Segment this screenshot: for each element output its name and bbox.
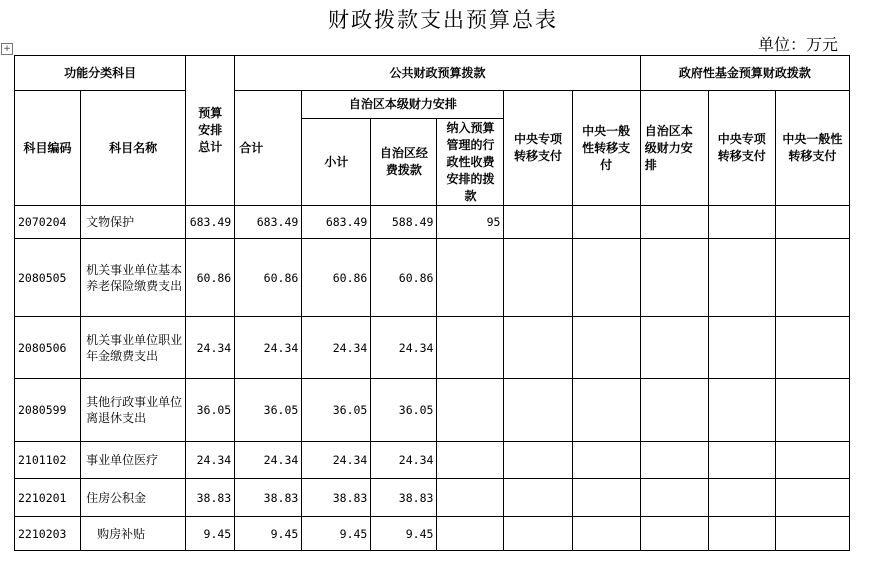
row-auto-funds: 9.45 — [371, 517, 437, 551]
row-admin-fees: 95 — [437, 206, 504, 239]
row-code: 2101102 — [15, 442, 81, 479]
row-admin-fees — [437, 479, 504, 517]
row-total: 24.34 — [186, 317, 235, 379]
row-admin-fees — [437, 317, 504, 379]
row-name: 机关事业单位职业年金缴费支出 — [81, 317, 186, 379]
budget-table — [14, 55, 850, 551]
row-auto-funds: 36.05 — [371, 379, 437, 442]
table-row — [15, 379, 850, 442]
header-code: 科目编码 — [15, 91, 81, 206]
header-central-general: 中央一般性转移支付 — [572, 91, 640, 206]
row-total: 24.34 — [186, 442, 235, 479]
row-name: 住房公积金 — [81, 479, 186, 517]
row-code: 2080599 — [15, 379, 81, 442]
row-admin-fees — [437, 442, 504, 479]
unit-label: 单位：万元 — [757, 35, 838, 54]
row-sum: 683.49 — [235, 206, 302, 239]
header-func-class: 功能分类科目 — [15, 56, 186, 91]
row-code: 2210201 — [15, 479, 81, 517]
row-subtotal: 24.34 — [302, 442, 371, 479]
header-sum: 合计 — [235, 91, 302, 206]
header-gf-central-general: 中央一般性转移支付 — [775, 91, 849, 206]
header-gf-central-special: 中央专项转移支付 — [708, 91, 775, 206]
row-name: 文物保护 — [81, 206, 186, 239]
header-gov-fund: 政府性基金预算财政拨款 — [640, 56, 849, 91]
row-subtotal: 60.86 — [302, 239, 371, 317]
row-auto-funds: 24.34 — [371, 442, 437, 479]
header-central-special: 中央专项转移支付 — [504, 91, 572, 206]
row-admin-fees — [437, 379, 504, 442]
table-move-handle-icon[interactable]: + — [1, 43, 13, 55]
row-total: 38.83 — [186, 479, 235, 517]
row-code: 2070204 — [15, 206, 81, 239]
row-admin-fees — [437, 517, 504, 551]
row-total: 36.05 — [186, 379, 235, 442]
row-sum: 24.34 — [235, 317, 302, 379]
row-name: 事业单位医疗 — [81, 442, 186, 479]
row-subtotal: 683.49 — [302, 206, 371, 239]
row-sum: 60.86 — [235, 239, 302, 317]
page-title: 财政拨款支出预算总表 — [328, 8, 558, 32]
row-subtotal: 36.05 — [302, 379, 371, 442]
table-row — [15, 206, 850, 239]
row-total: 683.49 — [186, 206, 235, 239]
header-subtotal: 小计 — [302, 119, 371, 206]
row-subtotal: 38.83 — [302, 479, 371, 517]
header-admin-fees: 纳入预算管理的行政性收费安排的拨款 — [437, 119, 504, 206]
table-row — [15, 517, 850, 551]
row-sum: 38.83 — [235, 479, 302, 517]
row-auto-funds: 60.86 — [371, 239, 437, 317]
row-sum: 36.05 — [235, 379, 302, 442]
table-row — [15, 442, 850, 479]
row-name: 机关事业单位基本养老保险缴费支出 — [81, 239, 186, 317]
row-subtotal: 24.34 — [302, 317, 371, 379]
row-auto-funds: 588.49 — [371, 206, 437, 239]
table-row — [15, 317, 850, 379]
header-budget-total: 预算安排总计 — [186, 56, 235, 206]
header-name: 科目名称 — [81, 91, 186, 206]
row-code: 2080506 — [15, 317, 81, 379]
header-auto-funds: 自治区经费拨款 — [371, 119, 437, 206]
row-total: 9.45 — [186, 517, 235, 551]
header-autonomous-level: 自治区本级财力安排 — [302, 91, 504, 119]
row-auto-funds: 24.34 — [371, 317, 437, 379]
row-admin-fees — [437, 239, 504, 317]
row-auto-funds: 38.83 — [371, 479, 437, 517]
header-public-finance: 公共财政预算拨款 — [235, 56, 640, 91]
table-row — [15, 239, 850, 317]
header-gf-autonomous: 自治区本级财力安排 — [640, 91, 708, 206]
row-sum: 9.45 — [235, 517, 302, 551]
row-total: 60.86 — [186, 239, 235, 317]
row-code: 2080505 — [15, 239, 81, 317]
row-name: 购房补贴 — [81, 517, 186, 551]
row-name: 其他行政事业单位离退休支出 — [81, 379, 186, 442]
row-code: 2210203 — [15, 517, 81, 551]
table-row — [15, 479, 850, 517]
row-sum: 24.34 — [235, 442, 302, 479]
row-subtotal: 9.45 — [302, 517, 371, 551]
